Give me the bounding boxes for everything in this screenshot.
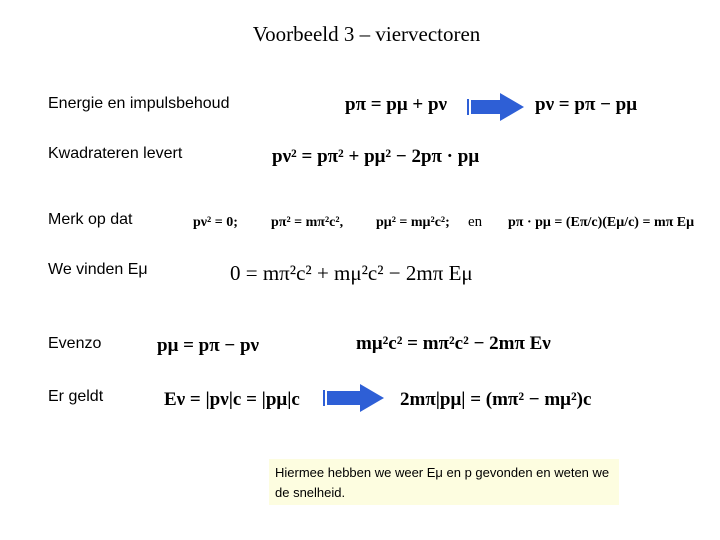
label-kwadrateren: Kwadrateren levert <box>48 145 183 162</box>
note-box <box>269 459 619 505</box>
label-merk-op: Merk op dat <box>48 211 133 228</box>
equation-p-nu-zero: pν² = 0; <box>193 215 238 230</box>
equation-dot-product: pπ · pμ = (Eπ/c)(Eμ/c) = mπ Eμ <box>508 215 695 230</box>
label-er-geldt: Er geldt <box>48 388 104 405</box>
equation-e-nu: Eν = |pν|c = |pμ|c <box>164 389 300 410</box>
label-evenzo: Evenzo <box>48 335 102 352</box>
equation-e-mu: 0 = mπ²c² + mμ²c² − 2mπ Eμ <box>230 261 473 285</box>
slide-title: Voorbeeld 3 – viervectoren <box>252 22 481 46</box>
equation-p-mu: pμ = pπ − pν <box>157 335 260 356</box>
equation-squared: pν² = pπ² + pμ² − 2pπ · pμ <box>272 146 480 167</box>
equation-m-mu-squared: mμ²c² = mπ²c² − 2mπ Eν <box>356 333 551 354</box>
equation-conservation: pπ = pμ + pν <box>345 94 448 115</box>
note-text: Hiermee hebben we weer Eμ en p gevonden en weten we de snelheid. <box>275 465 610 500</box>
equation-momentum: 2mπ|pμ| = (mπ² − mμ²)c <box>400 389 592 410</box>
connector-en: en <box>468 214 483 230</box>
equation-p-nu: pν = pπ − pμ <box>535 94 638 115</box>
label-energie: Energie en impulsbehoud <box>48 95 230 112</box>
right-arrow-icon <box>467 92 525 122</box>
equation-p-pi-squared: pπ² = mπ²c², <box>271 215 344 230</box>
right-arrow-icon <box>323 383 385 413</box>
label-we-vinden: We vinden Eμ <box>48 261 148 278</box>
equation-p-mu-squared: pμ² = mμ²c²; <box>376 215 450 230</box>
